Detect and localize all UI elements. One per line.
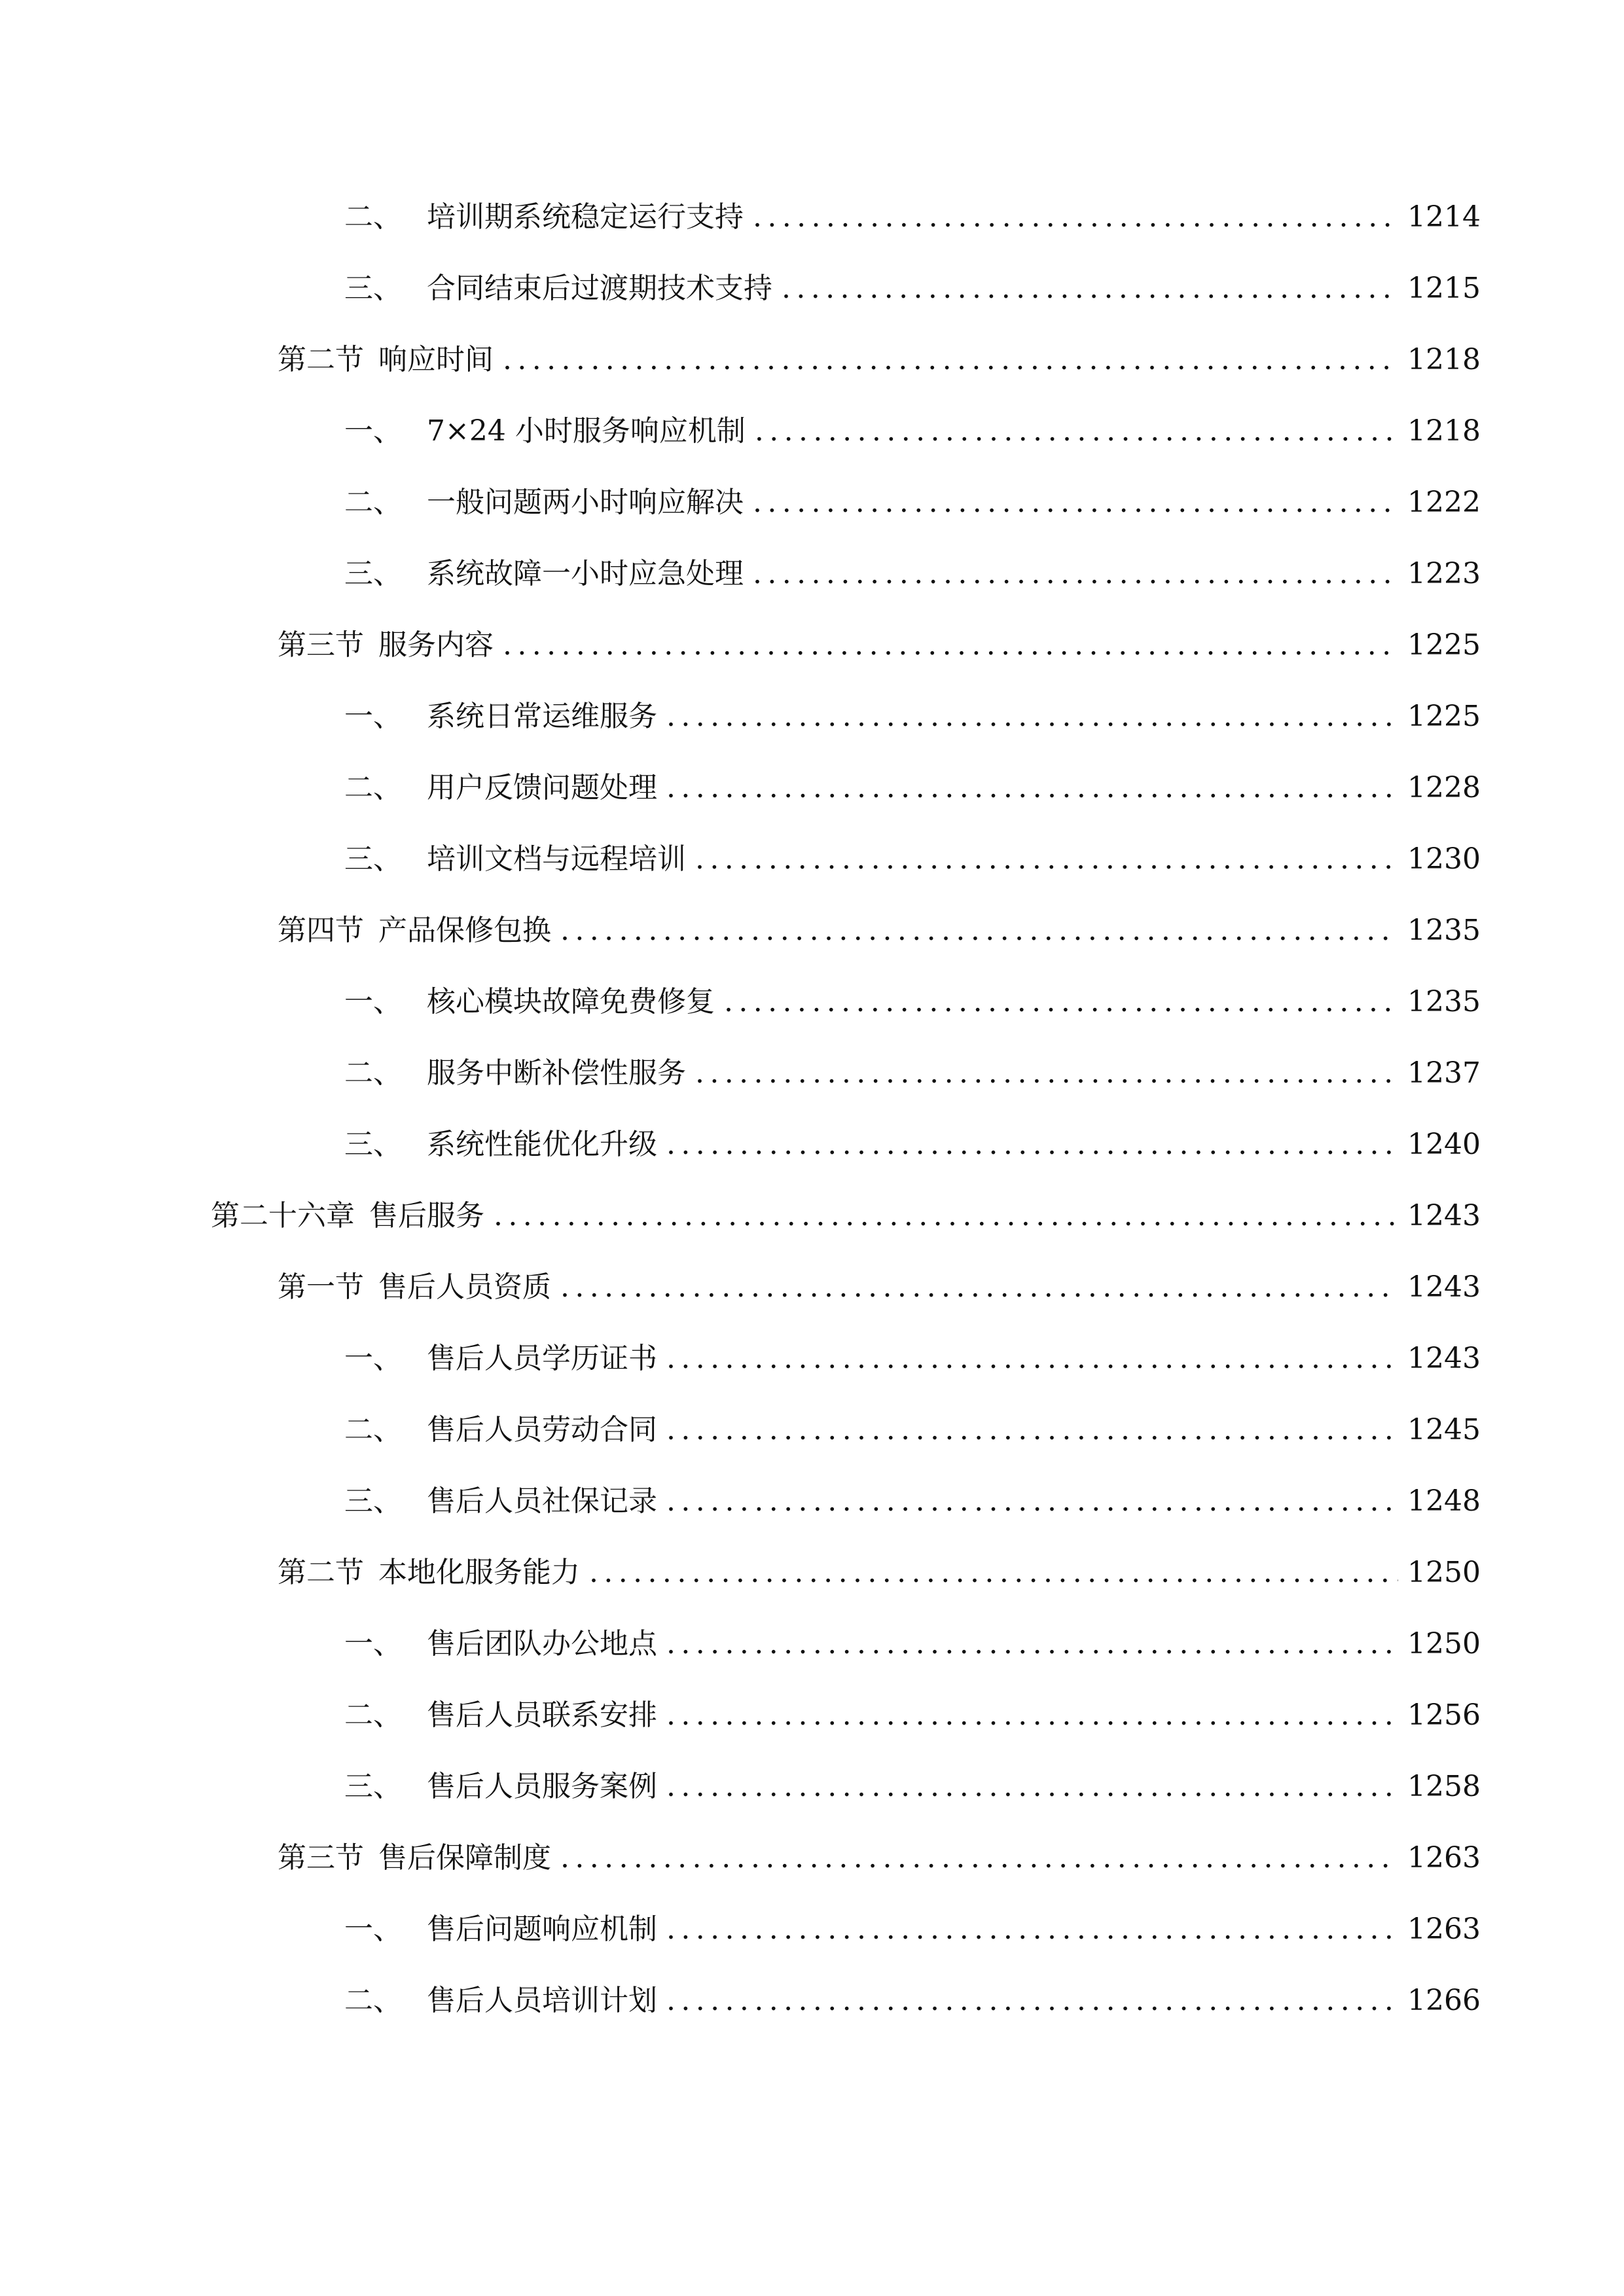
toc-page-number: 1225 <box>1407 628 1481 662</box>
toc-dot-leader <box>753 551 1398 597</box>
toc-entry-title: 系统性能优化升级 <box>427 1128 657 1161</box>
toc-page-number: 1250 <box>1407 1627 1481 1660</box>
toc-page-number: 1258 <box>1407 1770 1481 1803</box>
toc-dot-leader <box>666 765 1398 811</box>
toc-page-number: 1248 <box>1407 1484 1481 1518</box>
toc-entry-number: 二、 <box>344 1984 402 2017</box>
toc-page-number: 1218 <box>1407 343 1481 376</box>
toc-entry[interactable] <box>278 1265 1481 1310</box>
toc-entry-number: 二、 <box>344 1056 402 1090</box>
toc-entry[interactable] <box>344 1336 1481 1382</box>
toc-entry-number: 一、 <box>344 1627 402 1660</box>
toc-page-number: 1250 <box>1407 1556 1481 1589</box>
toc-entry-title: 售后人员劳动合同 <box>427 1413 657 1446</box>
toc-entry-number: 第二节 <box>278 1556 364 1589</box>
toc-entry-title: 售后人员资质 <box>378 1270 551 1304</box>
toc-dot-leader <box>695 836 1398 882</box>
toc-dot-leader <box>666 1764 1398 1810</box>
toc-entry-title: 合同结束后过渡期技术支持 <box>427 272 772 305</box>
toc-page-number: 1214 <box>1407 200 1481 234</box>
toc-entry[interactable] <box>344 1978 1481 2024</box>
toc-entry-title: 系统故障一小时应急处理 <box>427 557 744 590</box>
toc-entry-number: 一、 <box>344 1342 402 1375</box>
toc-entry-number: 第一节 <box>278 1270 364 1304</box>
toc-entry[interactable] <box>278 1550 1481 1596</box>
toc-entry-title: 核心模块故障免费修复 <box>427 985 715 1018</box>
toc-page-number: 1223 <box>1407 557 1481 590</box>
toc-entry[interactable] <box>278 337 1481 383</box>
toc-entry[interactable] <box>344 266 1481 312</box>
toc-dot-leader <box>589 1550 1398 1596</box>
toc-dot-leader <box>666 1621 1398 1667</box>
toc-page-number: 1243 <box>1407 1342 1481 1375</box>
toc-page-number: 1235 <box>1407 914 1481 947</box>
toc-entry-title: 售后人员联系安排 <box>427 1698 657 1732</box>
toc-page-number: 1218 <box>1407 414 1481 448</box>
toc-entry-number: 二、 <box>344 486 402 519</box>
toc-entry-number: 一、 <box>344 1912 402 1946</box>
toc-entry-number: 第三节 <box>278 1841 364 1874</box>
toc-dot-leader <box>666 1336 1398 1382</box>
toc-dot-leader <box>503 337 1398 383</box>
toc-dot-leader <box>666 1978 1398 2024</box>
toc-dot-leader <box>560 908 1398 954</box>
toc-entry-title: 培训文档与远程培训 <box>427 842 686 876</box>
toc-entry-number: 第四节 <box>278 914 364 947</box>
toc-dot-leader <box>782 266 1398 312</box>
toc-entry-title: 产品保修包换 <box>378 914 551 947</box>
toc-entry-number: 第三节 <box>278 628 364 662</box>
toc-entry-number: 三、 <box>344 1484 402 1518</box>
toc-page-number: 1237 <box>1407 1056 1481 1090</box>
toc-entry-title: 售后问题响应机制 <box>427 1912 657 1946</box>
toc-dot-leader <box>695 1050 1398 1096</box>
toc-entry-number: 一、 <box>344 700 402 733</box>
toc-entry-number: 二、 <box>344 771 402 804</box>
toc-entry-title: 7×24 小时服务响应机制 <box>427 414 746 448</box>
toc-entry[interactable] <box>344 1407 1481 1453</box>
toc-entry[interactable] <box>344 408 1481 454</box>
toc-entry[interactable] <box>211 1193 1481 1239</box>
toc-entry-title: 售后人员学历证书 <box>427 1342 657 1375</box>
toc-page-number: 1243 <box>1407 1199 1481 1232</box>
toc-entry[interactable] <box>344 194 1481 240</box>
toc-page-number: 1235 <box>1407 985 1481 1018</box>
toc-entry-title: 售后保障制度 <box>378 1841 551 1874</box>
toc-entry-title: 系统日常运维服务 <box>427 700 657 733</box>
toc-entry[interactable] <box>344 1693 1481 1738</box>
toc-entry-title: 售后服务 <box>369 1199 484 1232</box>
toc-entry[interactable] <box>278 622 1481 668</box>
toc-dot-leader <box>560 1265 1398 1310</box>
toc-dot-leader <box>666 1479 1398 1524</box>
toc-entry[interactable] <box>344 1764 1481 1810</box>
toc-entry-number: 二、 <box>344 1698 402 1732</box>
toc-dot-leader <box>755 408 1398 454</box>
toc-dot-leader <box>494 1193 1398 1239</box>
toc-entry-title: 售后人员培训计划 <box>427 1984 657 2017</box>
toc-dot-leader <box>753 194 1398 240</box>
toc-page-number: 1215 <box>1407 272 1481 305</box>
toc-page-number: 1222 <box>1407 486 1481 519</box>
toc-entry-number: 一、 <box>344 985 402 1018</box>
toc-entry-title: 服务中断补偿性服务 <box>427 1056 686 1090</box>
toc-entry-number: 第二节 <box>278 343 364 376</box>
toc-dot-leader <box>560 1835 1398 1881</box>
toc-entry[interactable] <box>344 765 1481 811</box>
toc-dot-leader <box>503 622 1398 668</box>
toc-entry-number: 三、 <box>344 1770 402 1803</box>
toc-entry[interactable] <box>344 1050 1481 1096</box>
toc-entry-title: 售后团队办公地点 <box>427 1627 657 1660</box>
toc-page-number: 1230 <box>1407 842 1481 876</box>
toc-entry-title: 售后人员社保记录 <box>427 1484 657 1518</box>
toc-entry-number: 第二十六章 <box>211 1199 355 1232</box>
toc-entry-title: 培训期系统稳定运行支持 <box>427 200 744 234</box>
toc-page-number: 1256 <box>1407 1698 1481 1732</box>
toc-page-number: 1225 <box>1407 700 1481 733</box>
toc-entry-number: 一、 <box>344 414 402 448</box>
toc-entry[interactable] <box>344 979 1481 1025</box>
toc-page-number: 1228 <box>1407 771 1481 804</box>
toc-entry-number: 三、 <box>344 557 402 590</box>
toc-dot-leader <box>666 694 1398 740</box>
toc-entry[interactable] <box>344 694 1481 740</box>
toc-entry[interactable] <box>344 1479 1481 1524</box>
toc-entry-title: 售后人员服务案例 <box>427 1770 657 1803</box>
toc-page-number: 1243 <box>1407 1270 1481 1304</box>
toc-page-number: 1245 <box>1407 1413 1481 1446</box>
toc-dot-leader <box>753 480 1398 526</box>
toc-entry[interactable] <box>344 1621 1481 1667</box>
toc-entry-number: 二、 <box>344 200 402 234</box>
toc-entry[interactable] <box>344 551 1481 597</box>
toc-entry-title: 响应时间 <box>378 343 494 376</box>
toc-entry[interactable] <box>278 1835 1481 1881</box>
toc-entry-title: 本地化服务能力 <box>378 1556 580 1589</box>
toc-dot-leader <box>724 979 1398 1025</box>
toc-dot-leader <box>666 1407 1398 1453</box>
toc-entry[interactable] <box>278 908 1481 954</box>
toc-dot-leader <box>666 1907 1398 1952</box>
toc-entry[interactable] <box>344 1907 1481 1952</box>
toc-page-number: 1263 <box>1407 1841 1481 1874</box>
toc-entry[interactable] <box>344 1122 1481 1168</box>
toc-page-number: 1266 <box>1407 1984 1481 2017</box>
toc-entry-title: 一般问题两小时响应解决 <box>427 486 744 519</box>
toc-entry-number: 三、 <box>344 272 402 305</box>
toc-page-number: 1240 <box>1407 1128 1481 1161</box>
toc-page-number: 1263 <box>1407 1912 1481 1946</box>
toc-entry[interactable] <box>344 480 1481 526</box>
toc-entry-number: 二、 <box>344 1413 402 1446</box>
toc-entry-title: 服务内容 <box>378 628 494 662</box>
toc-entry-title: 用户反馈问题处理 <box>427 771 657 804</box>
toc-entry-number: 三、 <box>344 842 402 876</box>
toc-entry[interactable] <box>344 836 1481 882</box>
toc-dot-leader <box>666 1122 1398 1168</box>
toc-entry-number: 三、 <box>344 1128 402 1161</box>
toc-dot-leader <box>666 1693 1398 1738</box>
